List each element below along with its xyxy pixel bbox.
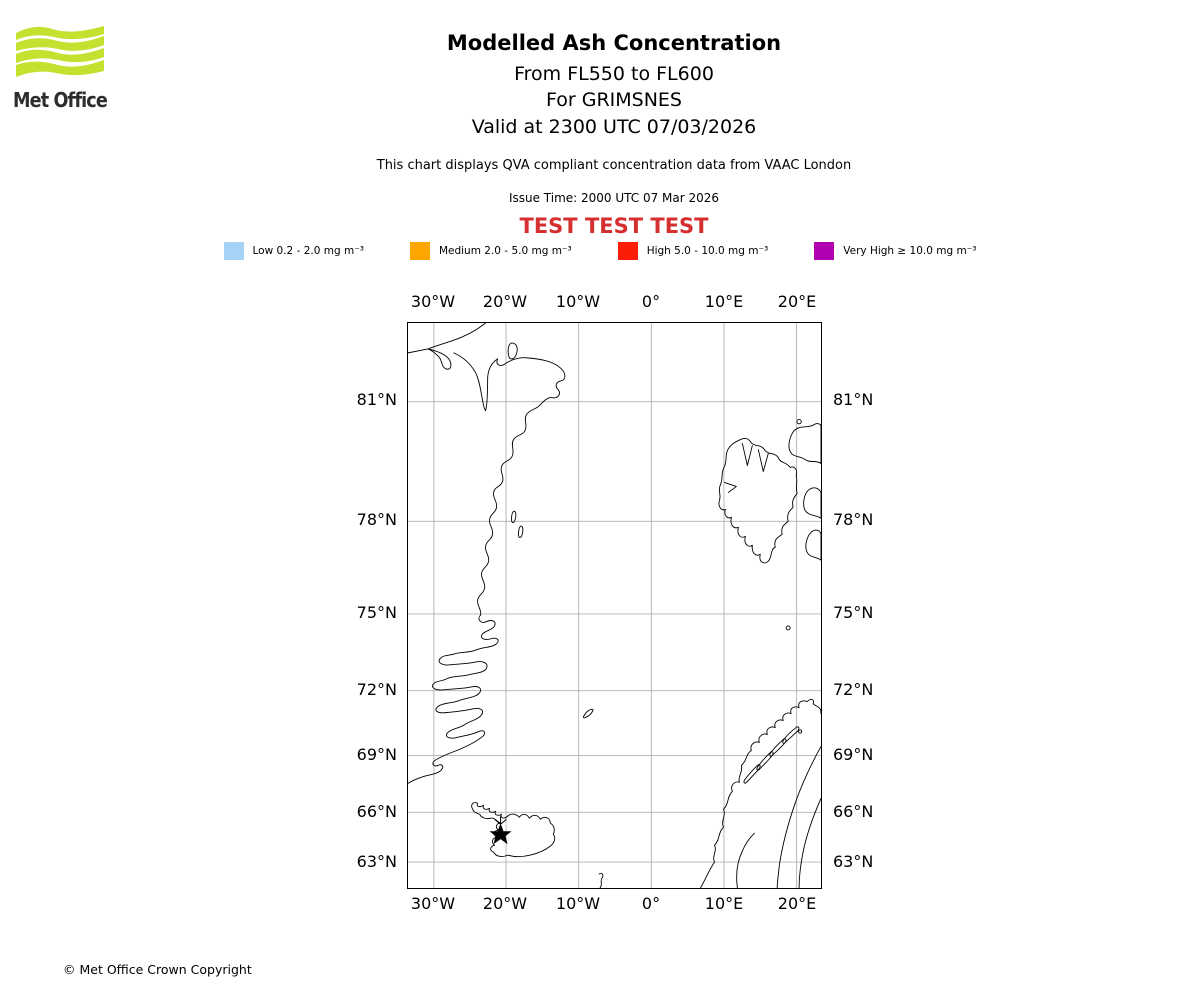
coastlines — [408, 323, 821, 888]
lon-tick-bottom-10w: 10°W — [555, 894, 601, 913]
lon-tick-bottom-0: 0° — [641, 894, 661, 913]
legend-item-very-high — [814, 242, 976, 260]
valid-time-subtitle: Valid at 2300 UTC 07/03/2026 — [471, 116, 757, 138]
lat-tick-right-63n: 63°N — [833, 852, 874, 871]
greenland-islet — [508, 343, 517, 359]
lat-tick-right-66n: 66°N — [833, 802, 874, 821]
test-banner: TEST TEST TEST — [519, 214, 709, 238]
lat-tick-left-81n: 81°N — [356, 390, 397, 409]
legend-item-low — [224, 242, 364, 260]
barentsoya-island — [804, 488, 821, 519]
medium-swatch — [410, 242, 430, 260]
legend-item-high — [618, 242, 769, 260]
norway-islet — [799, 730, 802, 733]
faroe-islands — [599, 873, 603, 888]
concentration-legend — [0, 242, 1200, 260]
low-label: Low 0.2 - 2.0 mg m⁻³ — [252, 245, 364, 257]
lat-tick-left-69n: 69°N — [356, 745, 397, 764]
graticule — [408, 323, 821, 888]
greenland-main-coast — [478, 358, 565, 615]
svalbard-isfjorden — [724, 482, 736, 492]
lon-tick-bottom-20w: 20°W — [482, 894, 528, 913]
lat-tick-left-66n: 66°N — [356, 802, 397, 821]
greenland-hook — [428, 349, 451, 369]
lon-tick-top-10e: 10°E — [704, 292, 744, 311]
lat-tick-right-81n: 81°N — [833, 390, 874, 409]
lon-tick-bottom-20e: 20°E — [777, 894, 817, 913]
greenland-scoresby-fjords — [432, 615, 498, 738]
crown-copyright: © Met Office Crown Copyright — [63, 962, 252, 977]
lon-tick-bottom-10e: 10°E — [704, 894, 744, 913]
svalbard-islet — [797, 419, 801, 423]
lon-tick-top-30w: 30°W — [410, 292, 456, 311]
lofoten-island-3 — [770, 739, 786, 757]
high-swatch — [618, 242, 638, 260]
lat-tick-left-75n: 75°N — [356, 603, 397, 622]
volcano-subtitle: For GRIMSNES — [546, 89, 682, 111]
lat-tick-right-75n: 75°N — [833, 603, 874, 622]
lon-tick-top-20e: 20°E — [777, 292, 817, 311]
lat-tick-left-72n: 72°N — [356, 680, 397, 699]
map-svg — [408, 323, 821, 888]
lon-tick-top-20w: 20°W — [482, 292, 528, 311]
norway-coast — [701, 699, 821, 888]
map-canvas — [407, 322, 822, 889]
very-high-label: Very High ≥ 10.0 mg m⁻³ — [843, 245, 977, 257]
lat-tick-right-69n: 69°N — [833, 745, 874, 764]
greenland-sliver-island-2 — [518, 526, 522, 537]
jan-mayen-island — [583, 709, 593, 717]
qva-note: This chart displays QVA compliant concentration data from VAAC London — [376, 158, 852, 173]
bothnia-west-coast — [777, 747, 821, 888]
issue-time: Issue Time: 2000 UTC 07 Mar 2026 — [508, 191, 720, 205]
svalbard-spitsbergen — [719, 438, 797, 562]
bothnia-east-coast — [799, 798, 821, 888]
flight-level-subtitle: From FL550 to FL600 — [514, 63, 714, 85]
lofoten-island-2 — [757, 752, 773, 771]
lat-tick-right-78n: 78°N — [833, 510, 874, 529]
lat-tick-right-72n: 72°N — [833, 680, 874, 699]
lon-tick-bottom-30w: 30°W — [410, 894, 456, 913]
met-office-waves-icon — [14, 26, 106, 84]
legend-item-medium — [410, 242, 572, 260]
lat-tick-left-63n: 63°N — [356, 852, 397, 871]
low-swatch — [224, 242, 244, 260]
high-label: High 5.0 - 10.0 mg m⁻³ — [646, 245, 769, 257]
bear-island — [786, 626, 790, 630]
svalbard-fjord-1 — [742, 444, 752, 466]
greenland-sw-coast — [408, 736, 484, 784]
svalbard-fjord-2 — [758, 450, 768, 472]
svalbard-nordaustlandet — [789, 424, 821, 464]
met-office-wordmark: Met Office — [13, 88, 107, 112]
very-high-swatch — [814, 242, 834, 260]
lon-tick-top-10w: 10°W — [555, 292, 601, 311]
lat-tick-left-78n: 78°N — [356, 510, 397, 529]
medium-label: Medium 2.0 - 5.0 mg m⁻³ — [438, 245, 572, 257]
norway-inner-coast — [737, 833, 755, 888]
edgeoya-island — [806, 530, 821, 560]
greenland-top-coast — [408, 323, 486, 353]
met-office-logo — [14, 26, 106, 84]
iceland-coast — [472, 803, 555, 857]
page-title: Modelled Ash Concentration — [446, 31, 782, 55]
lon-tick-top-0: 0° — [641, 292, 661, 311]
